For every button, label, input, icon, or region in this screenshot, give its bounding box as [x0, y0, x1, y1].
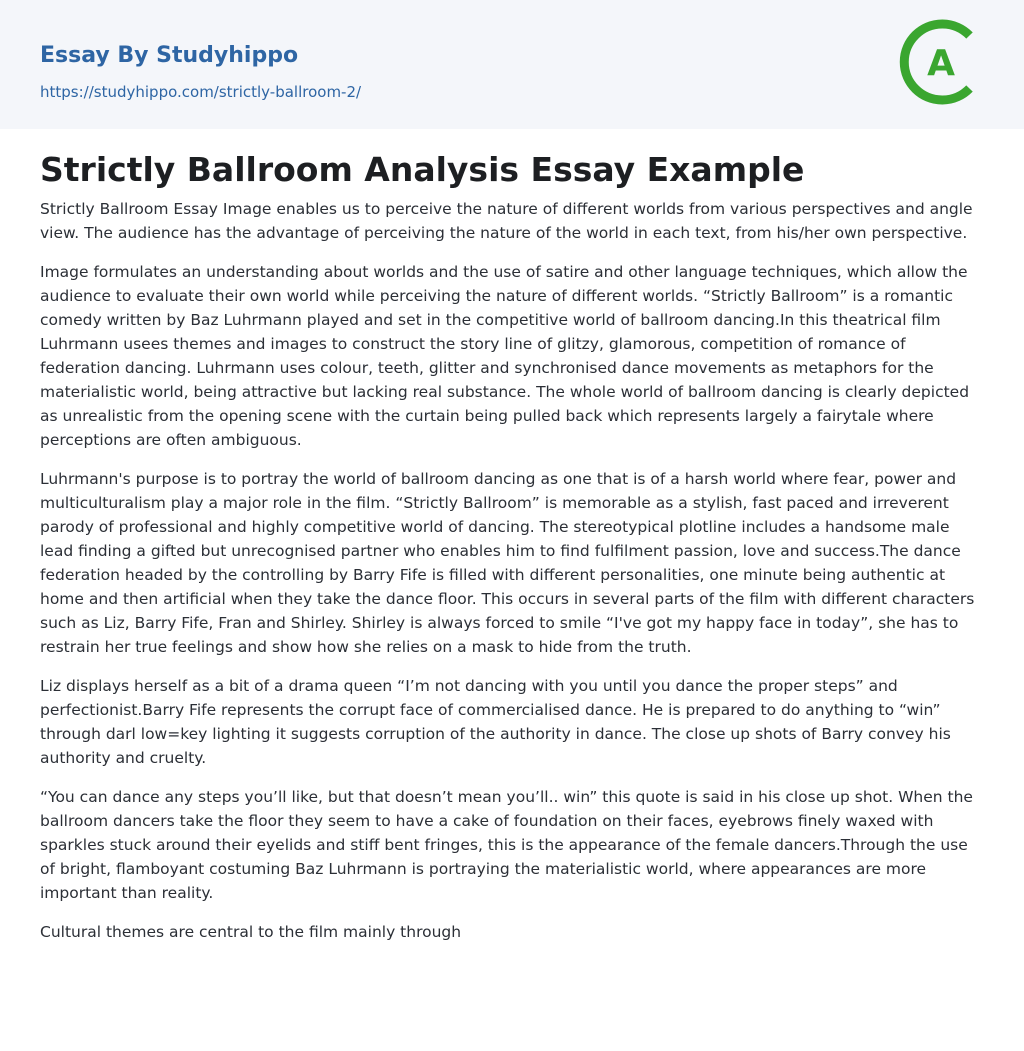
- source-url-link[interactable]: https://studyhippo.com/strictly-ballroom-2/: [40, 83, 362, 101]
- article-title: Strictly Ballroom Analysis Essay Example: [40, 150, 805, 189]
- article-paragraph: Image formulates an understanding about worlds and the use of satire and other language techniques, which allow the audience to evaluate their own world while perceiving the nature of different worlds. “Strictly Ballroom” is a romantic comedy written by Baz Luhrmann played and set in the competitive world of ballroom dancing.In this theatrical film Luhrmann usees themes and images to construct the story line of glitzy, glamorous, competition of romance of federation dancing. Luhrmann uses colour, teeth, glitter and synchronised dance movements as metaphors for the materialistic world, being attractive but lacking real substance. The whole world of ballroom dancing is clearly depicted as unrealistic from the opening scene with the curtain being pulled back which represents largely a fairytale where perceptions are often ambiguous.: [40, 263, 970, 449]
- brand-name: Essay By Studyhippo: [40, 43, 299, 68]
- article-paragraph: “You can dance any steps you’ll like, but that doesn’t mean you’ll.. win” this quote is said in his close up shot. When the ballroom dancers take the floor they seem to have a cake of foundation on their faces, eyebrows finely waxed with sparkles stuck around their eyelids and stiff bent fringes, this is the appearance of the female dancers.Through the use of bright, flamboyant costuming Baz Luhrmann is portraying the materialistic world, where appearances are more important than reality.: [40, 788, 973, 902]
- logo-letter: A: [927, 43, 955, 84]
- article-paragraph: Strictly Ballroom Essay Image enables us to perceive the nature of different worlds from various perspectives and angle view. The audience has the advantage of perceiving the nature of the world in each text, from his/her own perspective.: [40, 200, 973, 242]
- studyhippo-logo-icon: [899, 19, 985, 105]
- article-paragraph: Cultural themes are central to the film mainly through: [40, 923, 462, 941]
- article-paragraph: Liz displays herself as a bit of a drama queen “I’m not dancing with you until you dance the proper steps” and perfectionist.Barry Fife represents the corrupt face of commercialised dance. He is prepared to do anything to “win” through darl low=key lighting it suggests corruption of the authority in dance. The close up shots of Barry convey his authority and cruelty.: [40, 677, 951, 767]
- site-header: [0, 0, 1024, 129]
- article-paragraph: Luhrmann's purpose is to portray the world of ballroom dancing as one that is of a harsh world where fear, power and multiculturalism play a major role in the film. “Strictly Ballroom” is memorable as a stylish, fast paced and irreverent parody of professional and highly competitive world of dancing. The stereotypical plotline includes a handsome male lead finding a gifted but unrecognised partner who enables him to find fulfilment passion, love and success.The dance federation headed by the controlling by Barry Fife is filled with different personalities, one minute being authentic at home and then artificial when they take the dance floor. This occurs in several parts of the film with different characters such as Liz, Barry Fife, Fran and Shirley. Shirley is always forced to smile “I've got my happy face in today”, she has to restrain her true feelings and show how she relies on a mask to hide from the truth.: [40, 470, 975, 656]
- article: [0, 129, 1024, 944]
